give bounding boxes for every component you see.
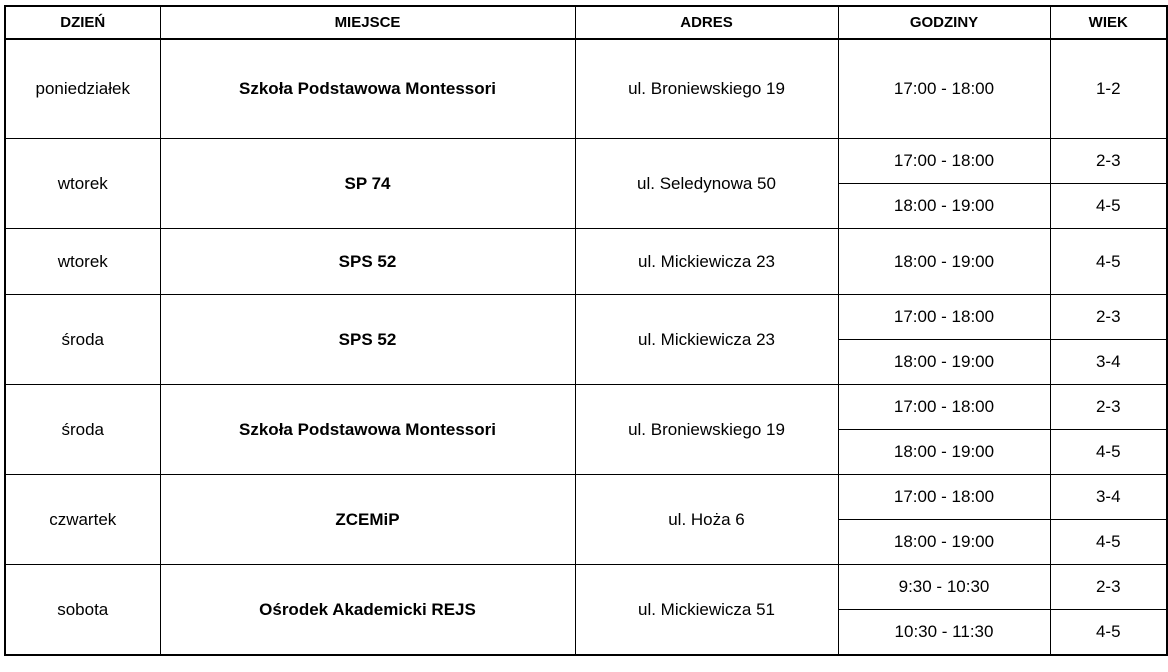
cell-hours: 17:00 - 18:00: [838, 295, 1050, 340]
cell-address: ul. Broniewskiego 19: [575, 39, 838, 139]
header-age: WIEK: [1050, 6, 1167, 39]
cell-address: ul. Mickiewicza 23: [575, 229, 838, 295]
table-row: [5, 39, 1167, 139]
header-row: [5, 6, 1167, 39]
cell-hours: 18:00 - 19:00: [838, 520, 1050, 565]
cell-place: Szkoła Podstawowa Montessori: [160, 385, 575, 475]
cell-place: Ośrodek Akademicki REJS: [160, 565, 575, 656]
cell-address: ul. Hoża 6: [575, 475, 838, 565]
cell-hours: 18:00 - 19:00: [838, 340, 1050, 385]
header-address: ADRES: [575, 6, 838, 39]
header-day: DZIEŃ: [5, 6, 160, 39]
cell-hours: 17:00 - 18:00: [838, 39, 1050, 139]
cell-age: 2-3: [1050, 565, 1167, 610]
cell-day: poniedziałek: [5, 39, 160, 139]
cell-place: SPS 52: [160, 295, 575, 385]
cell-hours: 18:00 - 19:00: [838, 184, 1050, 229]
cell-day: środa: [5, 385, 160, 475]
schedule-table: [4, 5, 1168, 656]
table-row: [5, 139, 1167, 184]
cell-age: 3-4: [1050, 475, 1167, 520]
cell-hours: 18:00 - 19:00: [838, 229, 1050, 295]
cell-day: wtorek: [5, 229, 160, 295]
cell-address: ul. Seledynowa 50: [575, 139, 838, 229]
table-row: [5, 385, 1167, 430]
cell-day: czwartek: [5, 475, 160, 565]
cell-age: 3-4: [1050, 340, 1167, 385]
cell-day: sobota: [5, 565, 160, 656]
table-header: [5, 6, 1167, 39]
cell-age: 2-3: [1050, 385, 1167, 430]
cell-place: Szkoła Podstawowa Montessori: [160, 39, 575, 139]
cell-age: 4-5: [1050, 229, 1167, 295]
cell-age: 1-2: [1050, 39, 1167, 139]
cell-age: 4-5: [1050, 520, 1167, 565]
header-hours: GODZINY: [838, 6, 1050, 39]
cell-hours: 17:00 - 18:00: [838, 139, 1050, 184]
table-row: [5, 229, 1167, 295]
cell-age: 2-3: [1050, 295, 1167, 340]
table-row: [5, 565, 1167, 610]
table-row: [5, 295, 1167, 340]
cell-place: SP 74: [160, 139, 575, 229]
cell-hours: 10:30 - 11:30: [838, 610, 1050, 656]
cell-hours: 17:00 - 18:00: [838, 385, 1050, 430]
cell-address: ul. Mickiewicza 51: [575, 565, 838, 656]
cell-day: środa: [5, 295, 160, 385]
cell-address: ul. Broniewskiego 19: [575, 385, 838, 475]
cell-age: 2-3: [1050, 139, 1167, 184]
table-body: [5, 39, 1167, 655]
cell-hours: 17:00 - 18:00: [838, 475, 1050, 520]
cell-age: 4-5: [1050, 184, 1167, 229]
cell-hours: 18:00 - 19:00: [838, 430, 1050, 475]
table-row: [5, 475, 1167, 520]
cell-hours: 9:30 - 10:30: [838, 565, 1050, 610]
header-place: MIEJSCE: [160, 6, 575, 39]
cell-age: 4-5: [1050, 430, 1167, 475]
cell-age: 4-5: [1050, 610, 1167, 656]
cell-address: ul. Mickiewicza 23: [575, 295, 838, 385]
cell-day: wtorek: [5, 139, 160, 229]
cell-place: ZCEMiP: [160, 475, 575, 565]
cell-place: SPS 52: [160, 229, 575, 295]
